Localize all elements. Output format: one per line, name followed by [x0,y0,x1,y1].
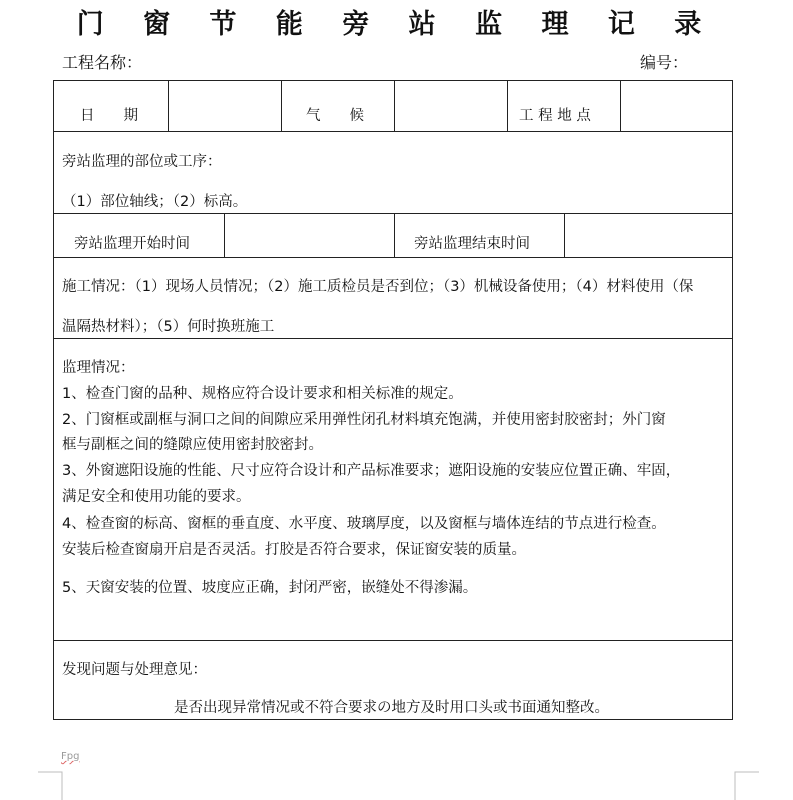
column-divider [394,213,395,257]
construction-line-1: 施工情况：（1）现场人员情况；（2）施工质检员是否到位；（3）机械设备使用；（4）材料使用（保 [62,279,694,295]
column-divider [224,213,225,257]
construction-line-2: 温隔热材料）；（5）何时换班施工 [62,319,275,335]
start-time-label: 旁站监理开始时间 [74,236,190,252]
row-divider [54,338,732,339]
row-divider [54,213,732,214]
supervision-item-3b: 满足安全和使用功能的要求。 [62,489,251,505]
supervision-item-4b: 安装后检查窗扇开启是否灵活。打胶是否符合要求，保证窗安装的质量。 [62,542,526,558]
location-label: 工 程 地 点 [519,108,591,124]
column-divider [394,81,395,131]
column-divider [281,81,282,131]
number-label: 编号： [640,53,689,72]
page-corner-mark-left [38,768,68,800]
supervision-item-1: 1、检查门窗的品种、规格应符合设计要求和相关标准的规定。 [62,386,463,402]
footer-note: Fpg [61,751,80,762]
end-time-label: 旁站监理结束时间 [414,236,530,252]
supervision-item-5: 5、天窗安装的位置、坡度应正确，封闭严密，嵌缝处不得渗漏。 [62,580,478,596]
supervision-record-form [53,80,733,720]
column-divider [168,81,169,131]
issues-text: 是否出现异常情况或不符合要求の地方及时用口头或书面通知整改。 [174,700,609,716]
issues-label: 发现问题与处理意见： [62,662,207,678]
page-corner-mark-right [733,768,763,800]
row-divider [54,257,732,258]
supervision-heading: 监理情况： [62,360,135,376]
date-label: 日 期 [80,108,138,124]
supervision-item-4a: 4、检查窗的标高、窗框的垂直度、水平度、玻璃厚度，以及窗框与墙体连结的节点进行检查。 [62,516,666,532]
supervision-item-2a: 2、门窗框或副框与洞口之间的间隙应采用弹性闭孔材料填充饱满，并使用密封胶密封；外门窗 [62,412,666,428]
column-divider [620,81,621,131]
position-items: （1）部位轴线；（2）标高。 [62,194,248,210]
column-divider [564,213,565,257]
row-divider [54,131,732,132]
supervision-item-3a: 3、外窗遮阳设施的性能、尺寸应符合设计和产品标准要求；遮阳设施的安装应位置正确、牢固， [62,463,681,479]
row-divider [54,640,732,641]
project-name-label: 工程名称： [62,53,143,72]
supervision-item-2b: 框与副框之间的缝隙应使用密封胶密封。 [62,437,323,453]
column-divider [507,81,508,131]
position-label: 旁站监理的部位或工序： [62,154,222,170]
weather-label: 气 候 [306,108,364,124]
document-title: 门 窗 节 能 旁 站 监 理 记 录 [76,9,717,40]
